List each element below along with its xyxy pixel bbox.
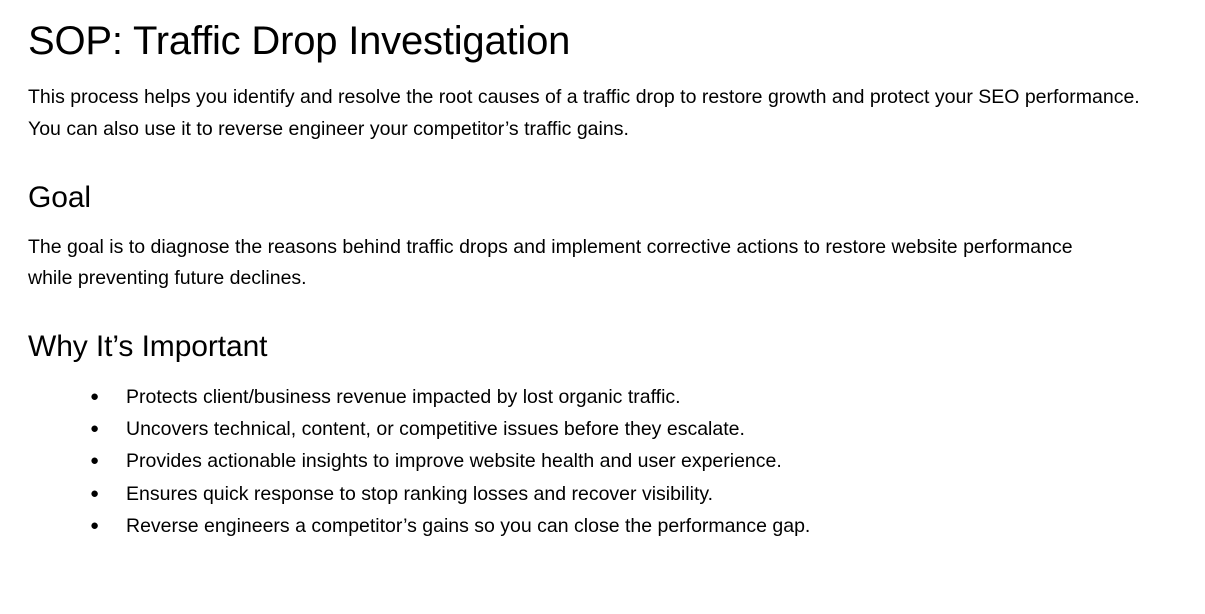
list-item [90, 510, 1177, 542]
list-item [90, 381, 1177, 413]
section-heading-why-its-important: Why It’s Important [28, 330, 268, 364]
list-item-label: Ensures quick response to stop ranking losses and recover visibility. [126, 482, 714, 505]
list-item [90, 413, 1177, 445]
bullet-icon: ● [90, 420, 100, 438]
bullet-icon: ● [90, 388, 100, 406]
list-item-label: Protects client/business revenue impacted by lost organic traffic. [126, 386, 681, 409]
list-item [90, 445, 1177, 477]
list-item-label: Reverse engineers a competitor’s gains so you can close the performance gap. [126, 514, 811, 537]
section-paragraph-goal: The goal is to diagnose the reasons behind traffic drops and implement corrective actions to restore website performance while preventing future declines. [28, 235, 1073, 290]
bullet-icon: ● [90, 452, 100, 470]
list-item [90, 478, 1177, 510]
list-item-label: Uncovers technical, content, or competitive issues before they escalate. [126, 418, 745, 441]
section-heading-goal: Goal [28, 180, 91, 214]
why-important-list [28, 381, 1177, 542]
page-title: SOP: Traffic Drop Investigation [28, 19, 571, 63]
intro-paragraph: This process helps you identify and resolve the root causes of a traffic drop to restore growth and protect your SEO performance. You can also use it to reverse engineer your competitor’s traffic gains. [28, 86, 1140, 140]
bullet-icon: ● [90, 516, 100, 534]
bullet-icon: ● [90, 484, 100, 502]
list-item-label: Provides actionable insights to improve website health and user experience. [126, 450, 782, 473]
